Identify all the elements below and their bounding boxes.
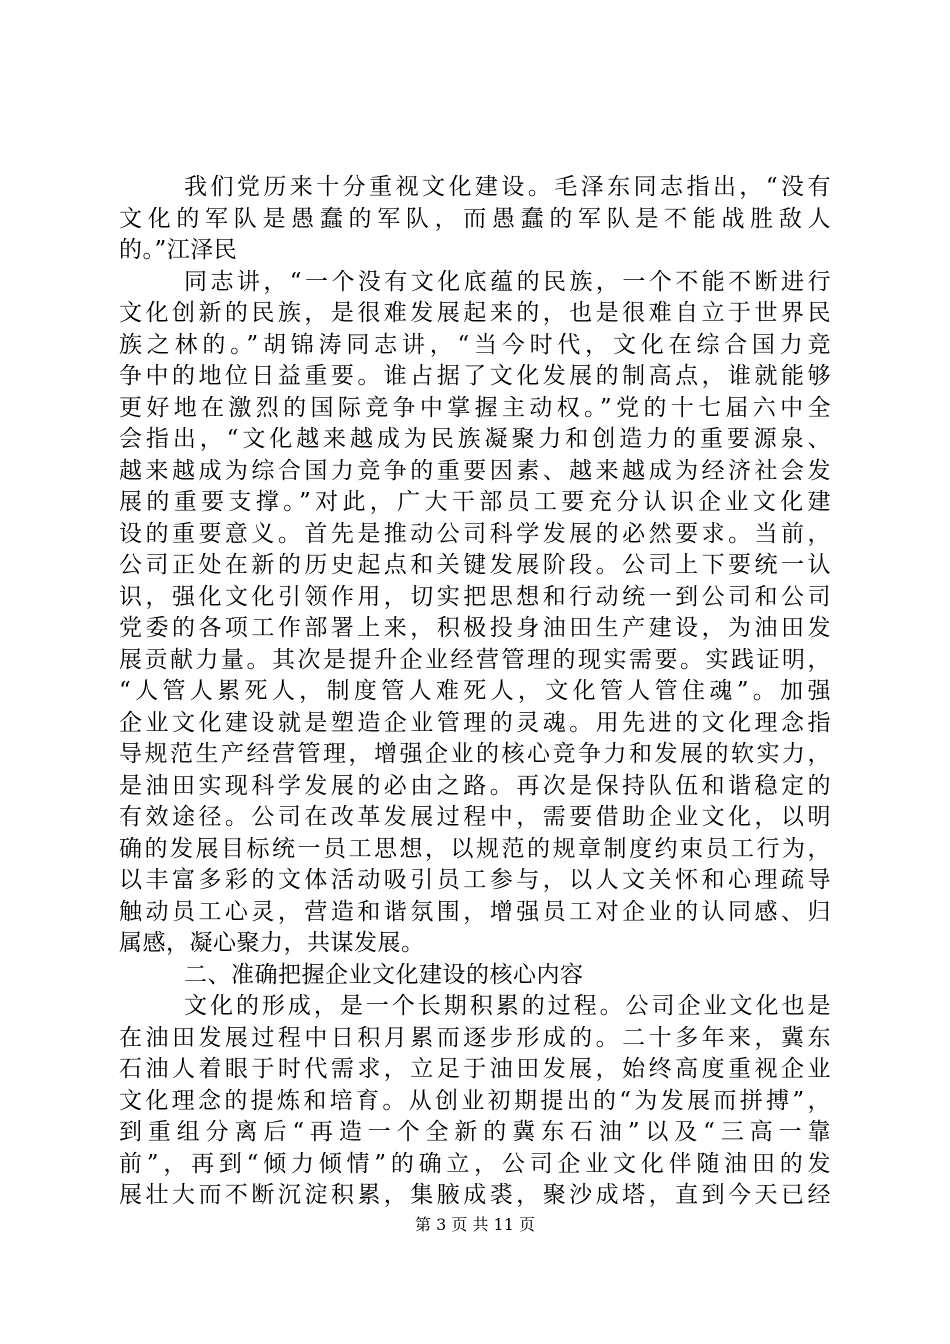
text-line: 文化理念的提炼和培育。从创业初期提出的“为发展而拼搏”， bbox=[119, 1087, 831, 1114]
text-line: 识，强化文化引领作用，切实把思想和行动统一到公司和公司 bbox=[119, 583, 831, 610]
text-line: 属感，凝心聚力，共谋发展。 bbox=[119, 930, 425, 956]
text-line: 在油田发展过程中日积月累而逐步形成的。二十多年来，冀东 bbox=[119, 1024, 831, 1051]
text-line: 越来越成为综合国力竞争的重要因素、越来越成为经济社会发 bbox=[119, 457, 831, 484]
text-line: 确的发展目标统一员工思想，以规范的规章制度约束员工行为， bbox=[119, 835, 831, 862]
text-line: 文化创新的民族，是很难发展起来的，也是很难自立于世界民 bbox=[119, 300, 831, 326]
text-line: 导规范生产经营管理，增强企业的核心竞争力和发展的软实力， bbox=[119, 741, 831, 767]
text-line: 更好地在激烈的国际竞争中掌握主动权。”党的十七届六中全 bbox=[119, 394, 831, 421]
text-line: 文化的军队是愚蠢的军队，而愚蠢的军队是不能战胜敌人 bbox=[119, 205, 831, 232]
text-line: 展壮大而不断沉淀积累，集腋成裘，聚沙成塔，直到今天已经 bbox=[119, 1182, 831, 1208]
text-line: 有效途径。公司在改革发展过程中，需要借助企业文化，以明 bbox=[119, 804, 831, 830]
text-line: 争中的地位日益重要。谁占据了文化发展的制高点，谁就能够 bbox=[119, 363, 831, 389]
body-text bbox=[119, 172, 831, 1212]
text-line: “人管人累死人，制度管人难死人，文化管人管住魂”。加强 bbox=[119, 678, 831, 704]
text-line: 公司正处在新的历史起点和关键发展阶段。公司上下要统一认 bbox=[119, 552, 831, 578]
text-line: 二、准确把握企业文化建设的核心内容 bbox=[184, 961, 584, 988]
text-line: 我们党历来十分重视文化建设。毛泽东同志指出，“没有 bbox=[184, 174, 831, 200]
text-line: 展的重要支撑。”对此，广大干部员工要充分认识企业文化建 bbox=[119, 489, 831, 515]
text-line: 文化的形成，是一个长期积累的过程。公司企业文化也是 bbox=[184, 993, 831, 1019]
text-line: 会指出，“文化越来越成为民族凝聚力和创造力的重要源泉、 bbox=[119, 426, 831, 452]
text-line: 的。”江泽民 bbox=[119, 237, 238, 263]
text-line: 党委的各项工作部署上来，积极投身油田生产建设，为油田发 bbox=[119, 615, 831, 641]
text-line: 设的重要意义。首先是推动公司科学发展的必然要求。当前， bbox=[119, 520, 831, 547]
text-line: 以丰富多彩的文体活动吸引员工参与，以人文关怀和心理疏导 bbox=[119, 867, 831, 893]
text-line: 族之林的。”胡锦涛同志讲，“当今时代，文化在综合国力竞 bbox=[119, 331, 831, 358]
page-footer: 第 3 页 共 11 页 bbox=[415, 1215, 535, 1234]
text-line: 触动员工心灵，营造和谐氛围，增强员工对企业的认同感、归 bbox=[119, 898, 831, 925]
text-line: 企业文化建设就是塑造企业管理的灵魂。用先进的文化理念指 bbox=[119, 709, 831, 736]
text-line: 石油人着眼于时代需求，立足于油田发展，始终高度重视企业 bbox=[119, 1056, 831, 1082]
text-line: 是油田实现科学发展的必由之路。再次是保持队伍和谐稳定的 bbox=[119, 772, 831, 799]
text-line: 前”，再到“倾力倾情”的确立，公司企业文化伴随油田的发 bbox=[119, 1150, 831, 1177]
text-line: 同志讲，“一个没有文化底蕴的民族，一个不能不断进行 bbox=[184, 268, 831, 295]
text-line: 展贡献力量。其次是提升企业经营管理的现实需要。实践证明， bbox=[119, 646, 831, 673]
text-line: 到重组分离后“再造一个全新的冀东石油”以及“三高一靠 bbox=[119, 1119, 831, 1145]
